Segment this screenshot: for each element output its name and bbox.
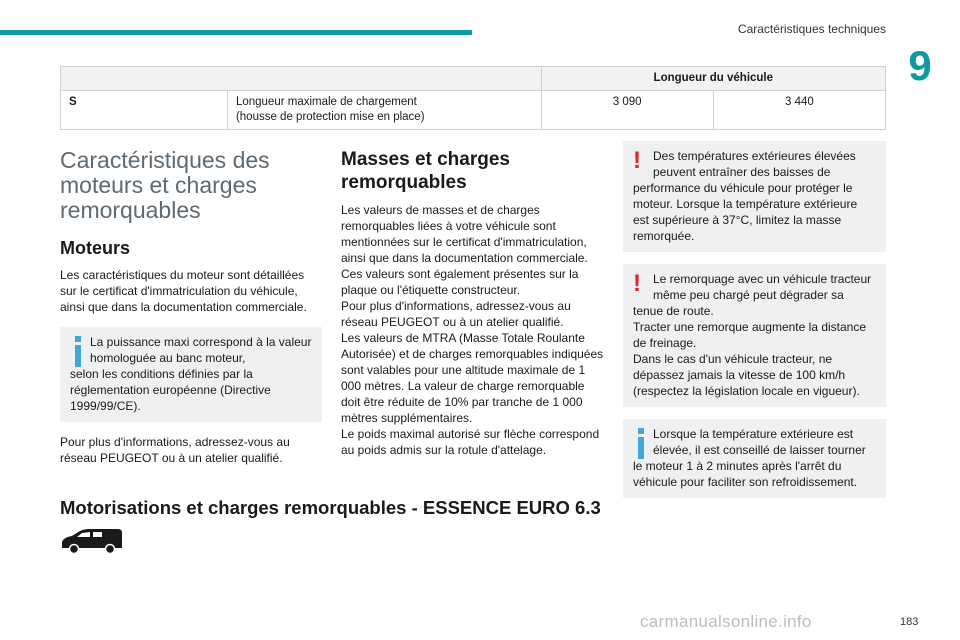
description-line-1: Longueur maximale de chargement (235, 96, 417, 108)
info-cooling-rest: le moteur 1 à 2 minutes après l'arrêt du véhicule pour faciliter son refroidissement. (633, 459, 858, 489)
table-cell-code: S (61, 91, 228, 130)
masses-line-4: Les valeurs de MTRA (Masse Totale Roulante Autorisée) et de charges remorquables indiquées sont valables pour une altitude maximale de 1 000 mètres. La valeur de charge remorquable doit être réduite de 10% par tranche de 1 000 mètres supplémentaires. (341, 331, 604, 425)
info-note-rest: selon les conditions définies par la réglementation européenne (Directive 1999/99/CE). (70, 367, 271, 413)
chapter-number: 9 (908, 42, 932, 89)
motorisations-title: Motorisations et charges remorquables - ESSENCE EURO 6.3 (60, 497, 601, 518)
table-header-length: Longueur du véhicule (541, 67, 885, 91)
warning-icon: ! (633, 147, 641, 174)
van-icon (60, 528, 124, 554)
masses-line-3: Pour plus d'informations, adressez-vous au réseau PEUGEOT ou à un atelier qualifié. (341, 299, 571, 329)
page-number: 183 (900, 616, 919, 628)
column-3 (623, 141, 886, 510)
info-note-cooling (623, 419, 886, 498)
table-row (61, 91, 886, 130)
table-cell-value-1: 3 090 (541, 91, 713, 130)
info-icon (70, 335, 86, 369)
paragraph-moteurs: Les caractéristiques du moteur sont détaillées sur le certificat d'immatriculation du véhicule, ainsi que dans la documentation commerciale. (60, 268, 307, 314)
warning-note-towing (623, 264, 886, 407)
paragraph-masses (341, 202, 605, 458)
section-title: Caractéristiques des moteurs et charges remorquables (60, 147, 270, 223)
warning-2-line-2: Tracter une remorque augmente la distance de freinage. (633, 320, 867, 350)
masses-line-5: Le poids maximal autorisé sur flèche correspond au poids admis sur la rotule d'attelage. (341, 427, 600, 457)
table-header-empty (61, 67, 542, 91)
chapter-title: Caractéristiques techniques (737, 22, 886, 36)
column-2 (341, 148, 605, 458)
warning-2-first-lines: Le remorquage avec un véhicule tracteur même peu chargé peut dégrader sa (653, 272, 872, 302)
warning-2-line-3: Dans le cas d'un véhicule tracteur, ne dépassez jamais la vitesse de 100 km/h (respectez la législation locale en vigueur). (633, 352, 860, 398)
warning-1-rest: performance du véhicule pour protéger le moteur. Lorsque la température extérieure est supérieure à 37°C, limitez la masse remorquée. (633, 181, 858, 243)
masses-line-2: Ces valeurs sont également présentes sur la plaque ou l'étiquette constructeur. (341, 267, 579, 297)
warning-icon: ! (633, 270, 641, 297)
column-1 (60, 148, 322, 478)
header-accent-bar (0, 30, 472, 35)
table-header-row (61, 67, 886, 91)
warning-2-line-1: tenue de route. (633, 304, 714, 318)
info-icon (633, 427, 649, 461)
warning-note-temperature (623, 141, 886, 252)
info-note-first-lines: La puissance maxi correspond à la valeur homologuée au banc moteur, (90, 335, 312, 365)
heading-moteurs: Moteurs (60, 238, 131, 258)
table-cell-value-2: 3 440 (713, 91, 885, 130)
info-cooling-first-lines: Lorsque la température extérieure est élevée, il est conseillé de laisser tourner (653, 427, 866, 457)
description-line-2: (housse de protection mise en place) (235, 111, 425, 123)
heading-masses: Masses et charges remorquables (341, 149, 510, 193)
masses-line-1: Les valeurs de masses et de charges remorquables liées à votre véhicule sont mentionnées sur le certificat d'immatriculation, ainsi que dans la documentation commerciale. (341, 203, 588, 265)
warning-1-first-lines: Des températures extérieures élevées peuvent entraîner des baisses de (653, 149, 856, 179)
info-note (60, 327, 322, 422)
paragraph-contact: Pour plus d'informations, adressez-vous au réseau PEUGEOT ou à un atelier qualifié. (60, 435, 290, 465)
watermark: carmanualsonline.info (640, 612, 812, 631)
vehicle-length-table (60, 66, 886, 130)
table-cell-description (227, 91, 541, 130)
